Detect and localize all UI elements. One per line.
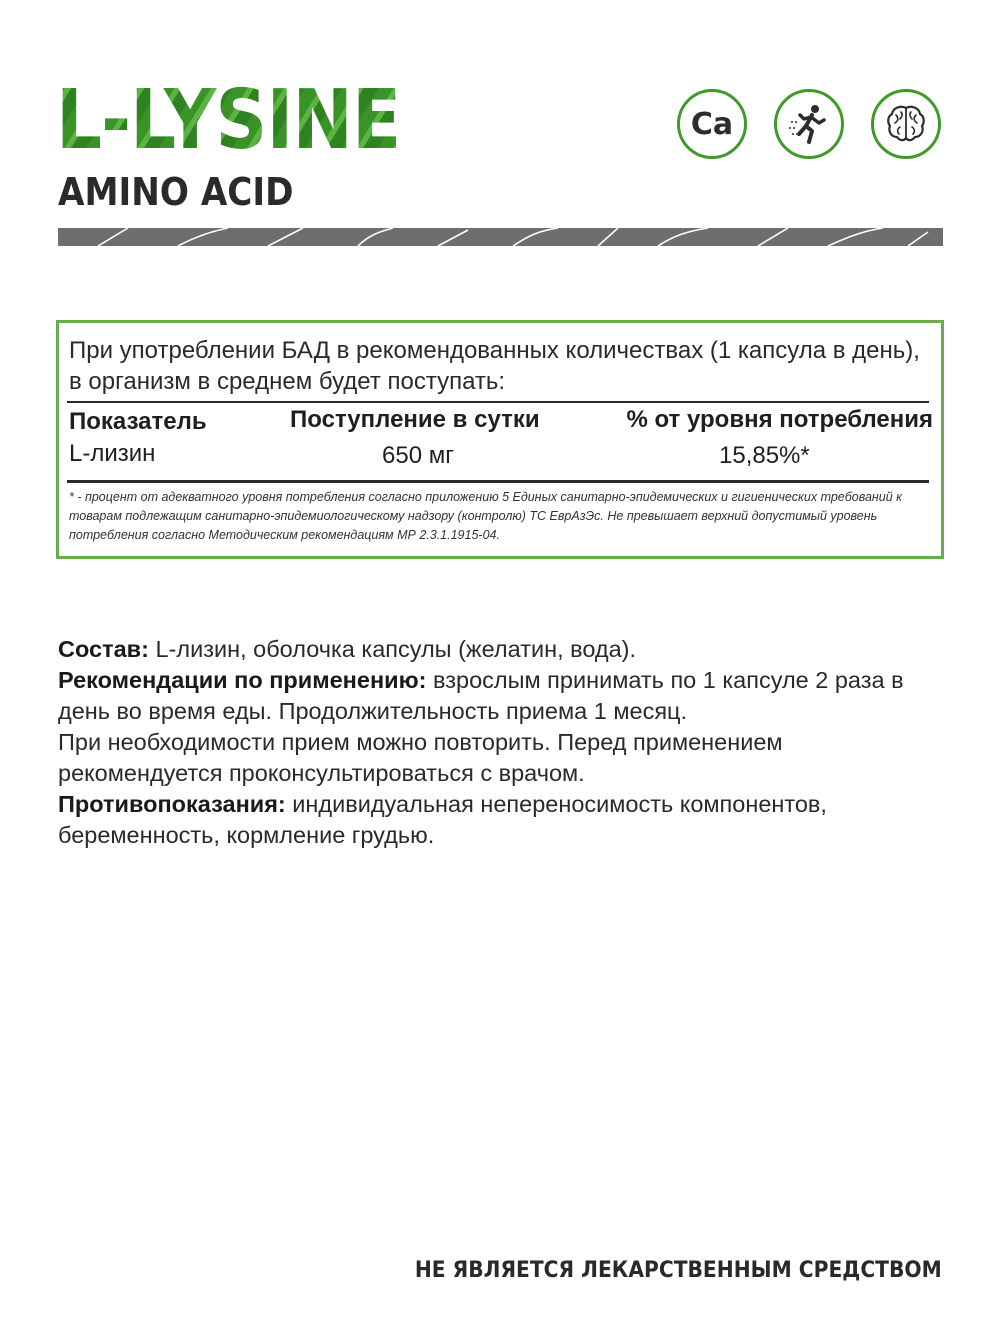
contraindications-label: Противопоказания: <box>58 791 286 817</box>
usage-text: взрослым принимать по 1 капсуле 2 раза в день во время еды. Продолжительность приема 1 месяц. <box>58 667 904 724</box>
table-top-rule <box>67 401 929 403</box>
header-divider <box>58 228 943 246</box>
column-header-percent: % от уровня потребления <box>626 406 933 433</box>
not-a-drug-disclaimer: НЕ ЯВЛЯЕТСЯ ЛЕКАРСТВЕННЫМ СРЕДСТВОМ <box>415 1258 942 1283</box>
intake-table-box <box>56 320 944 559</box>
contraindications-paragraph <box>58 789 938 851</box>
usage-extra-paragraph: При необходимости прием можно повторить. Перед применением рекомендуется проконсультироваться с врачом. <box>58 729 783 786</box>
product-title: L-LYSINE <box>56 73 401 168</box>
running-man-icon <box>785 100 833 148</box>
sport-badge <box>774 89 844 159</box>
product-subtitle: AMINO ACID <box>58 170 294 214</box>
intake-intro: При употреблении БАД в рекомендованных количествах (1 капсула в день), в организм в среднем будет поступать: <box>69 337 920 395</box>
composition-label: Состав: <box>58 636 149 662</box>
product-info <box>58 634 938 851</box>
brain-icon <box>882 100 930 148</box>
row-percent: 15,85%* <box>719 442 810 469</box>
usage-label: Рекомендации по применению: <box>58 667 427 693</box>
calcium-icon: Ca <box>690 106 734 142</box>
table-bottom-rule <box>67 480 929 483</box>
composition-paragraph <box>58 634 938 665</box>
composition-text: L-лизин, оболочка капсулы (желатин, вода). <box>148 636 637 662</box>
calcium-badge <box>677 89 747 159</box>
contraindications-text: индивидуальная непереносимость компонентов, беременность, кормление грудью. <box>58 791 827 848</box>
row-daily-intake: 650 мг <box>382 442 454 469</box>
column-header-indicator: Показатель <box>69 408 207 435</box>
row-indicator-name: L-лизин <box>69 440 156 467</box>
brain-badge <box>871 89 941 159</box>
column-header-daily-intake: Поступление в сутки <box>290 406 540 433</box>
intake-footnote: * - процент от адекватного уровня потребления согласно приложению 5 Единых санитарно-эпидемических и гигиенических требований к товарам подлежащим санитарно-эпидемиологическому надзору (контролю) ТС ЕврАзЭс. Не превышает верхний допустимый уровень потребления согласно Методическим рекомендациям МР 2.3.1.1915-04. <box>69 490 903 542</box>
usage-paragraph <box>58 665 938 727</box>
